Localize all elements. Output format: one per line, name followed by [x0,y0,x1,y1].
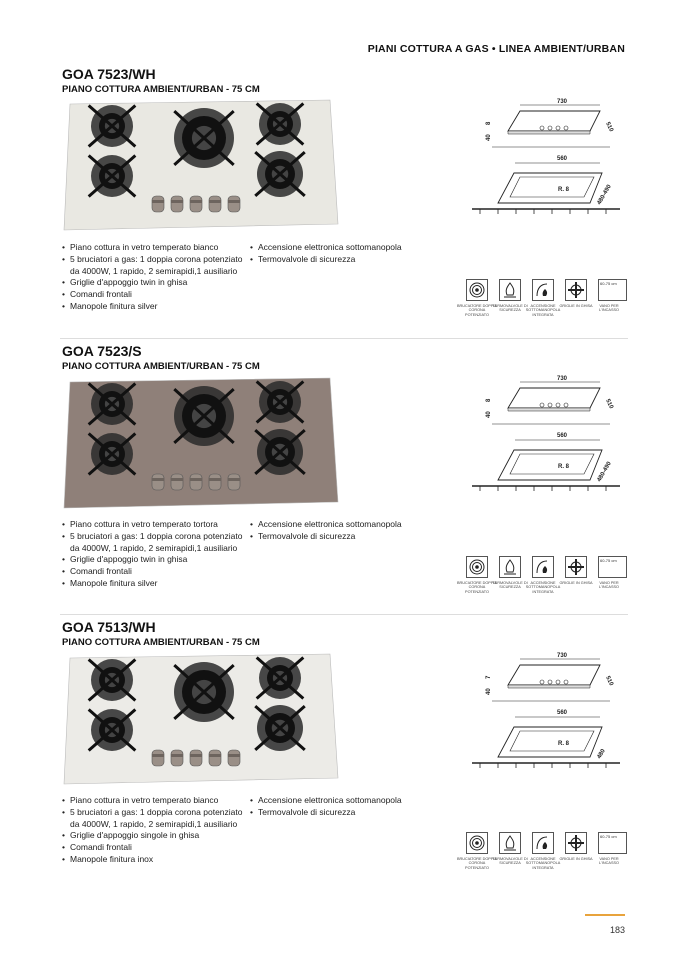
dim-cut-depth-label: 480 [596,748,607,760]
burner [89,155,136,197]
feature-item: • Piano cottura in vetro temperato bianco [62,242,247,254]
dim-depth-label: 510 [604,675,614,687]
feature-item: • Comandi frontali [62,289,247,301]
double-crown-burner-icon [466,832,488,854]
install-size-label: 60-75 cm [600,558,617,563]
icon-label: VANO PER L'INCASSO [599,304,619,313]
burner [89,659,136,701]
feature-item: • 5 bruciatori a gas: 1 doppia corona potenziato da 4000W, 1 rapido, 2 semirapidi,1 ausiliario [62,807,247,831]
dim-width-label: 730 [556,376,568,382]
dim-width-label: 730 [556,653,568,659]
icon-label: GRIGLIE IN GHISA [559,581,593,585]
features-right [250,242,440,266]
hob-photo [62,96,342,256]
feature-item: • Griglie d'appoggio singole in ghisa [62,830,247,842]
burner [255,429,304,475]
model-title: GOA 7513/WH [62,619,156,635]
icon-label: VANO PER L'INCASSO [599,581,619,590]
feature-item: • 5 bruciatori a gas: 1 doppia corona potenziato da 4000W, 1 rapido, 2 semirapidi,1 ausiliario [62,254,247,278]
install-niche-icon [598,556,627,578]
burner [257,103,304,145]
dims-cutout [472,156,620,214]
feature-icons [457,556,632,616]
dim-height-label: 7 [486,675,492,679]
page-accent-line [585,914,625,916]
feature-item: • Piano cottura in vetro temperato tortora [62,519,247,531]
dim-height-label: 40 [486,688,492,695]
feature-item: • Piano cottura in vetro temperato bianco [62,795,247,807]
product-subtitle: PIANO COTTURA AMBIENT/URBAN - 75 CM [62,637,260,648]
dims-top [486,376,614,424]
burner [174,108,234,168]
burner [255,151,304,197]
dim-depth-label: 510 [604,398,614,410]
burner [89,709,136,751]
install-size-label: 60-75 cm [600,834,617,839]
dim-width-label: 730 [556,99,568,105]
ignition-icon [532,832,554,854]
dim-depth-label: 510 [604,121,614,133]
thermocouple-icon [499,279,521,301]
icon-label: ACCENSIONE SOTTOMANOPOLA INTEGRATA [525,581,561,594]
dim-height-label: 8 [486,121,492,125]
cast-iron-grid-icon [565,556,587,578]
product-subtitle: PIANO COTTURA AMBIENT/URBAN - 75 CM [62,361,260,372]
divider [60,614,628,615]
features-left [62,242,247,313]
dimension-drawing [470,647,630,767]
dim-cut-width-label: 560 [556,156,568,162]
hob-photo [62,650,342,810]
dim-cut-depth-label: 480-490 [596,183,613,206]
icon-label: BRUCIATORE DOPPIA CORONA POTENZIATO [457,581,497,594]
burner [89,433,136,475]
dim-radius-label: R. 8 [558,464,570,470]
thermocouple-icon [499,556,521,578]
burner [89,105,136,147]
install-size-label: 60-75 cm [600,281,617,286]
feature-item: • 5 bruciatori a gas: 1 doppia corona potenziato da 4000W, 1 rapido, 2 semirapidi,1 ausiliario [62,531,247,555]
ignition-icon [532,556,554,578]
model-title: GOA 7523/S [62,343,142,359]
burner [174,386,234,446]
feature-item: • Accensione elettronica sottomanopola [250,519,440,531]
hob-photo [62,374,342,534]
feature-item: • Termovalvole di sicurezza [250,531,440,543]
divider [60,338,628,339]
dims-cutout [472,710,620,768]
product-subtitle: PIANO COTTURA AMBIENT/URBAN - 75 CM [62,84,260,95]
icon-label: GRIGLIE IN GHISA [559,304,593,308]
icon-label: TERMOVALVOLE DI SICUREZZA [492,581,528,590]
features-left [62,519,247,590]
icon-label: GRIGLIE IN GHISA [559,857,593,861]
feature-icons [457,832,632,892]
double-crown-burner-icon [466,556,488,578]
feature-item: • Comandi frontali [62,566,247,578]
feature-item: • Griglie d'appoggio twin in ghisa [62,554,247,566]
burner [89,383,136,425]
dim-cut-width-label: 560 [556,710,568,716]
feature-item: • Termovalvole di sicurezza [250,254,440,266]
dim-radius-label: R. 8 [558,741,570,747]
dim-radius-label: R. 8 [558,187,570,193]
dim-height-label: 40 [486,411,492,418]
features-right [250,519,440,543]
install-niche-icon [598,279,627,301]
burner [255,705,304,751]
icon-label: TERMOVALVOLE DI SICUREZZA [492,857,528,866]
feature-item: • Manopole finitura silver [62,301,247,313]
install-niche-icon [598,832,627,854]
icon-label: ACCENSIONE SOTTOMANOPOLA INTEGRATA [525,304,561,317]
burner [257,657,304,699]
features-right [250,795,440,819]
feature-item: • Termovalvole di sicurezza [250,807,440,819]
feature-item: • Manopole finitura inox [62,854,247,866]
page-number: 183 [609,925,625,935]
thermocouple-icon [499,832,521,854]
icon-label: ACCENSIONE SOTTOMANOPOLA INTEGRATA [525,857,561,870]
dims-top [486,653,614,701]
model-title: GOA 7523/WH [62,66,156,82]
cast-iron-grid-icon [565,832,587,854]
dim-height-label: 40 [486,134,492,141]
ignition-icon [532,279,554,301]
icon-label: BRUCIATORE DOPPIA CORONA POTENZIATO [457,857,497,870]
burner [257,381,304,423]
feature-item: • Accensione elettronica sottomanopola [250,242,440,254]
dim-cut-width-label: 560 [556,433,568,439]
dim-cut-depth-label: 480-490 [596,460,613,483]
double-crown-burner-icon [466,279,488,301]
feature-item: • Comandi frontali [62,842,247,854]
dimension-drawing [470,370,630,490]
burner [174,662,234,722]
icon-label: VANO PER L'INCASSO [599,857,619,866]
feature-icons [457,279,632,339]
dim-height-label: 8 [486,398,492,402]
dimension-drawing [470,93,630,213]
page-header: PIANI COTTURA A GAS • LINEA AMBIENT/URBAN [367,43,625,55]
feature-item: • Griglie d'appoggio twin in ghisa [62,277,247,289]
dims-top [486,99,614,147]
icon-label: TERMOVALVOLE DI SICUREZZA [492,304,528,313]
cast-iron-grid-icon [565,279,587,301]
features-left [62,795,247,866]
feature-item: • Manopole finitura silver [62,578,247,590]
feature-item: • Accensione elettronica sottomanopola [250,795,440,807]
dims-cutout [472,433,620,491]
icon-label: BRUCIATORE DOPPIA CORONA POTENZIATO [457,304,497,317]
